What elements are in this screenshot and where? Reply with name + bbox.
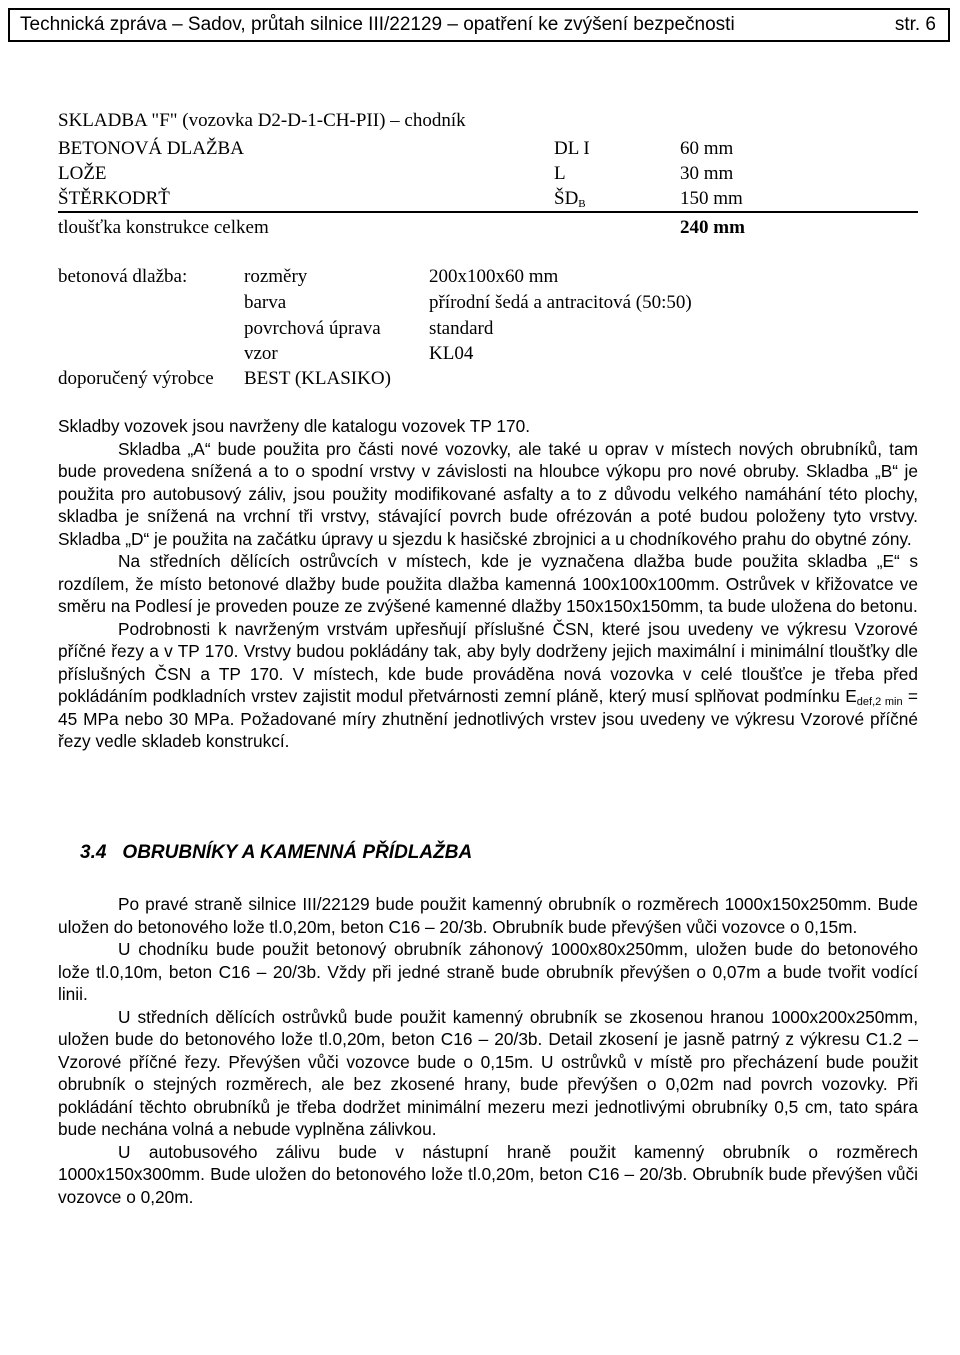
spec-value: KL04 — [429, 343, 474, 364]
spec-key: vzor — [244, 343, 278, 364]
paragraph-part: Podrobnosti k navrženým vrstvám upřesňují příslušné ČSN, které jsou uvedeny ve výkresu Vzorové příčné řezy a v TP 170. Vrstvy budou pokládány tak, aby byly dodrženy jejich maximální i minimální tloušťky dle příslušných ČSN a TP 170. V místech, kde bude prováděna nová vozovka v celé tloušťce je třeba před pokládáním podkladních vrstev zajistit modul přetvárnosti zemní pláně, který musí splňovat podmínku E — [58, 618, 918, 706]
section-title: OBRUBNÍKY A KAMENNÁ PŘÍDLAŽBA — [122, 842, 473, 863]
composition-title: SKLADBA "F" (vozovka D2-D-1-CH-PII) – chodník — [58, 110, 466, 131]
layer-code: DL I — [554, 138, 590, 159]
spec-label: betonová dlažba: — [58, 266, 188, 287]
page-number: str. 6 — [894, 14, 936, 35]
layer-name: LOŽE — [58, 163, 107, 184]
layer-thickness: 30 mm — [680, 163, 734, 184]
page-header — [8, 8, 950, 42]
subscript: def,2 min — [856, 696, 903, 708]
paragraph: Po pravé straně silnice III/22129 bude použit kamenný obrubník o rozměrech 1000x150x250mm. Bude uložen do betonového lože tl.0,20m, beton C16 – 20/3b. Obrubník bude převýšen vůči vozovce o 0,15m. — [58, 894, 918, 937]
spec-key: povrchová úprava — [244, 318, 381, 339]
layer-thickness: 150 mm — [680, 188, 743, 209]
spec-key: barva — [244, 292, 287, 313]
table-divider — [58, 211, 918, 213]
layer-code-subscript: B — [578, 198, 586, 210]
paragraph: U chodníku bude použit betonový obrubník záhonový 1000x80x250mm, uložen bude do betonového lože tl.0,10m, beton C16 – 20/3b. Vždy při jedné straně bude obrubník převýšen o 0,07m a bude tvořit vodící linii. — [58, 939, 918, 1004]
section-body — [58, 893, 918, 1208]
header-title: Technická zpráva – Sadov, průtah silnice III/22129 – opatření ke zvýšení bezpečnosti — [20, 14, 735, 35]
paragraph — [58, 618, 918, 753]
paragraph: Skladba „A“ bude použita pro části nové vozovky, ale také u oprav v místech nových obrubníků, tam bude provedena snížená a to o spodní vrstvy v závislosti na hloubce výkopu pro nové obruby. Skladba „B“ je použita pro autobusový záliv, jsou použity modifikované asfalty a to z důvodu velkého namáhání této plochy, skladba je snížená na vrchní tři vrstvy, stávající povrch bude ofrézován a poté budou položeny tyto vrstvy. Skladba „D“ je použita na začátku úpravy u sjezdu k hasičské zbrojnici a u chodníkového prahu do obytné zóny. — [58, 438, 918, 549]
total-row — [58, 217, 918, 243]
paragraph: Skladby vozovek jsou navrženy dle katalogu vozovek TP 170. — [58, 416, 530, 436]
layer-name: ŠTĚRKODRŤ — [58, 188, 170, 209]
layer-thickness: 60 mm — [680, 138, 734, 159]
spec-key: rozměry — [244, 266, 308, 287]
spec-value: 200x100x60 mm — [429, 266, 559, 287]
layer-row — [58, 138, 918, 164]
total-value: 240 mm — [680, 217, 745, 238]
body-text — [58, 415, 918, 753]
layer-code: L — [554, 163, 566, 184]
layer-row — [58, 163, 918, 189]
producer-value: BEST (KLASIKO) — [244, 368, 391, 389]
producer-label: doporučený výrobce — [58, 368, 214, 389]
layer-code-main: ŠD — [554, 188, 579, 209]
paragraph-part: = 45 MPa nebo 30 MPa. Požadované míry zhutnění jednotlivých vrstev jsou uvedeny ve výkresu Vzorové příčné řezy vedle skladeb konstrukcí. — [58, 686, 918, 751]
layer-name: BETONOVÁ DLAŽBA — [58, 138, 244, 159]
spec-value: přírodní šedá a antracitová (50:50) — [429, 292, 692, 313]
paragraph: U středních dělících ostrůvků bude použit kamenný obrubník se zkosenou hranou 1000x200x250mm, uložen bude do betonového lože tl.0,20m, beton C16 – 20/3b. Detail zkosení je jasně patrný z výkresu C1.2 – Vzorové příčné řezy. Převýšen vůči vozovce bude o 0,15m. U ostrůvků v místě pro přecházení bude použit obrubník o stejných rozměrech, ale bez zkosené hrany, bude převýšen o 0,02m nad povrch vozovky. Při pokládání těchto obrubníků je třeba dodržet minimální mezeru mezi jednotlivými obrubníky 0,5 cm, tato spára bude nechána volná a nebude vyplněna zálivkou. — [58, 1006, 918, 1139]
layer-code — [554, 188, 586, 210]
paragraph: Na středních dělících ostrůvcích v místech, kde je vyznačena dlažba bude použita skladba „E“ s rozdílem, že místo betonové dlažby bude použita dlažba kamenná 100x100x100mm. Ostrůvek v křižovatce ve směru na Podlesí je proveden pouze ze zvýšené kamenné dlažby 150x150x150mm, ta bude uložena do betonu. — [58, 551, 918, 616]
paragraph: U autobusového zálivu bude v nástupní hraně použit kamenný obrubník o rozměrech 1000x150x300mm. Bude uložen do betonového lože tl.0,20m, beton C16 – 20/3b. Obrubník bude převýšen vůči vozovce o 0,20m. — [58, 1141, 918, 1207]
section-heading — [80, 842, 472, 864]
total-label: tloušťka konstrukce celkem — [58, 217, 269, 238]
spec-value: standard — [429, 318, 494, 339]
section-number: 3.4 — [80, 842, 107, 863]
